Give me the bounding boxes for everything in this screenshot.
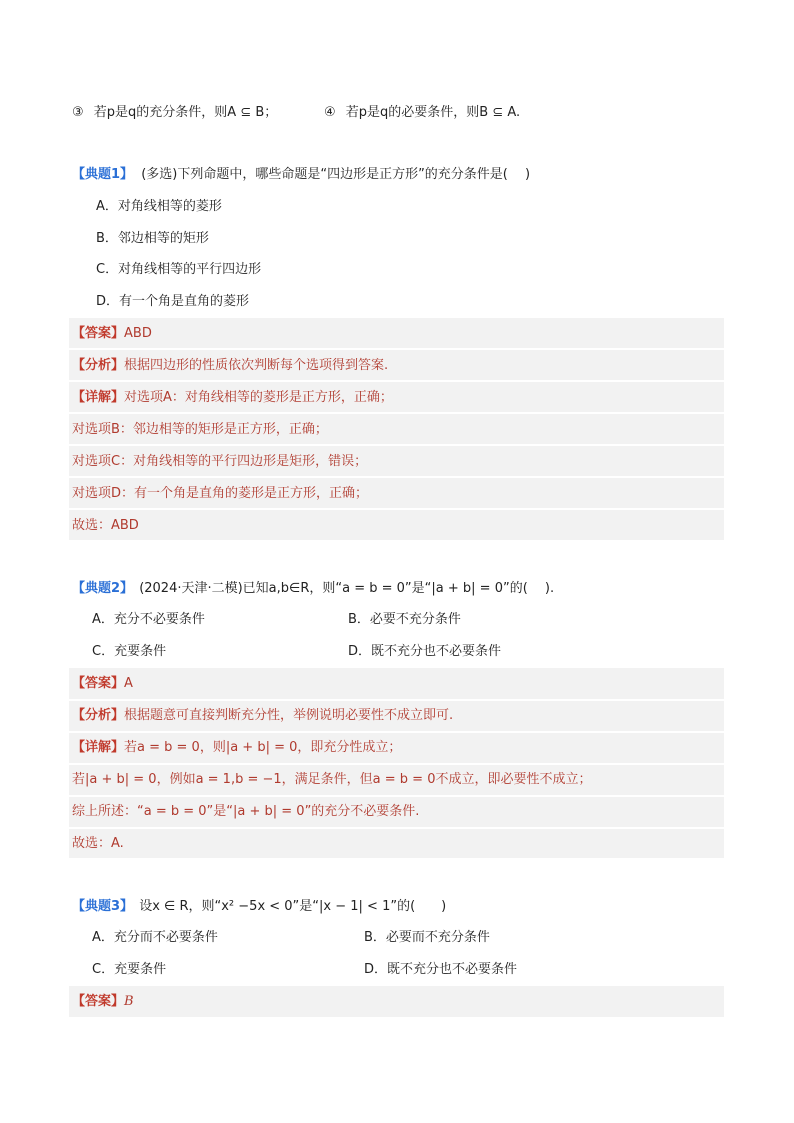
example-3-option-c: C．充要条件	[92, 962, 167, 977]
example-1-option-a: A．对角线相等的菱形	[96, 199, 222, 214]
example-1-option-b: B．邻边相等的矩形	[96, 231, 209, 246]
answer-tag: 【答案】	[72, 994, 125, 1009]
detail-text: 若a = b = 0，则|a + b| = 0，即充分性成立；	[124, 740, 402, 755]
example-3-solution-panel	[69, 986, 724, 1017]
analysis-tag: 【分析】	[72, 358, 125, 373]
example-3-answer	[72, 993, 134, 1011]
example-2-option-a: A．充分不必要条件	[92, 612, 205, 627]
example-1-option-d: D．有一个角是直角的菱形	[96, 294, 250, 309]
circled-3-mark: ③	[72, 105, 84, 120]
answer-value: A	[124, 676, 133, 691]
example-1-option-c: C．对角线相等的平行四边形	[96, 262, 262, 277]
example-2-answer	[72, 675, 133, 693]
example-3-question-text: 设x ∈ R，则“x² −5x < 0”是“|x − 1| < 1”的( )	[139, 899, 447, 914]
example-2-option-d: D．既不充分也不必要条件	[348, 644, 502, 659]
example-2-question-text: (2024·天津·二模)已知a,b∈R，则“a = b = 0”是“|a + b| = 0”的( ).	[139, 581, 555, 596]
example-2-option-b: B．必要不充分条件	[348, 612, 461, 627]
example-1-answer	[72, 325, 152, 343]
example-1-tag: 【典题1】	[72, 167, 134, 182]
analysis-text: 根据题意可直接判断充分性，举例说明必要性不成立即可.	[124, 708, 454, 723]
detail-tag: 【详解】	[72, 740, 125, 755]
example-2-conclusion: 故选：A.	[72, 836, 124, 851]
example-2-detail-2: 若|a + b| = 0，例如a = 1,b = −1，满足条件，但a = b = 0不成立，即必要性不成立；	[72, 772, 592, 787]
example-2-question	[72, 580, 554, 598]
example-1-detail-1	[72, 389, 393, 407]
example-1-detail-2: 对选项B：邻边相等的矩形是正方形，正确；	[72, 422, 328, 437]
detail-text: 对选项A：对角线相等的菱形是正方形，正确；	[124, 390, 393, 405]
example-3-option-d: D．既不充分也不必要条件	[364, 962, 518, 977]
answer-tag: 【答案】	[72, 326, 125, 341]
analysis-text: 根据四边形的性质依次判断每个选项得到答案.	[124, 358, 389, 373]
answer-tag: 【答案】	[72, 676, 125, 691]
intro-clause-3	[72, 104, 277, 122]
example-3-tag: 【典题3】	[72, 899, 134, 914]
example-1-conclusion: 故选：ABD	[72, 518, 139, 533]
analysis-tag: 【分析】	[72, 708, 125, 723]
example-2-tag: 【典题2】	[72, 581, 134, 596]
circled-4-mark: ④	[324, 105, 336, 120]
clause-3-text: 若p是q的充分条件，则A ⊆ B；	[93, 105, 278, 120]
example-2-analysis	[72, 707, 453, 725]
intro-clause-4	[324, 104, 520, 122]
answer-value: ABD	[124, 326, 152, 341]
example-2-detail-1	[72, 739, 401, 757]
example-3-option-b: B．必要而不充分条件	[364, 930, 490, 945]
example-2-detail-3: 综上所述：“a = b = 0”是“|a + b| = 0”的充分不必要条件.	[72, 804, 420, 819]
detail-tag: 【详解】	[72, 390, 125, 405]
example-1-detail-4: 对选项D：有一个角是直角的菱形是正方形，正确；	[72, 486, 369, 501]
example-2-option-c: C．充要条件	[92, 644, 167, 659]
answer-value: B	[124, 994, 134, 1009]
example-1-analysis	[72, 357, 388, 375]
example-1-detail-3: 对选项C：对角线相等的平行四边形是矩形，错误；	[72, 454, 368, 469]
example-3-option-a: A．充分而不必要条件	[92, 930, 218, 945]
example-1-question	[72, 166, 530, 184]
example-1-question-text: (多选)下列命题中，哪些命题是“四边形是正方形”的充分条件是( )	[141, 167, 531, 182]
clause-4-text: 若p是q的必要条件，则B ⊆ A.	[345, 105, 521, 120]
example-3-question	[72, 898, 446, 916]
